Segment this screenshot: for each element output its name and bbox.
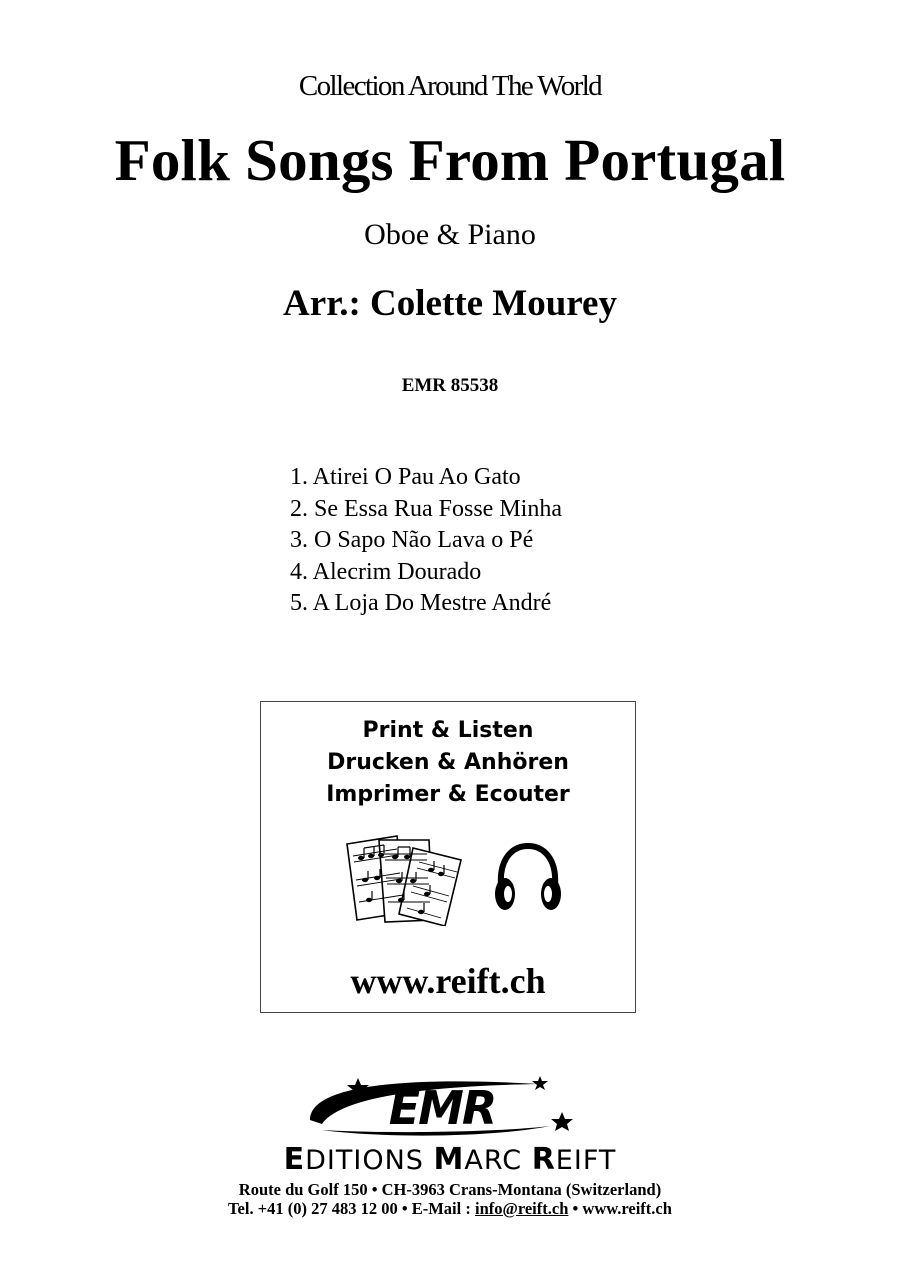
page-title: Folk Songs From Portugal [114, 127, 786, 193]
list-item: 1. Atirei O Pau Ao Gato [290, 464, 521, 490]
publisher-initial: R [531, 1142, 556, 1177]
catalog-number: EMR 85538 [401, 375, 499, 396]
print-listen-box [260, 701, 636, 1013]
publisher-word: ARC [464, 1145, 532, 1176]
publisher-word: DITIONS [305, 1145, 434, 1176]
list-item: 3. O Sapo Não Lava o Pé [290, 527, 534, 553]
promo-website: www.reift.ch [350, 961, 546, 1001]
sheet-music-icon [341, 834, 469, 926]
email-link[interactable]: info@reift.ch [474, 1199, 569, 1218]
headphones-icon [493, 842, 563, 914]
publisher-contact [0, 1199, 900, 1219]
publisher-address: Route du Golf 150 • CH-3963 Crans-Montana (Switzerland) [238, 1180, 662, 1199]
publisher-initial: E [283, 1142, 306, 1177]
promo-line-de: Drucken & Anhören [327, 750, 569, 775]
arranger: Arr.: Colette Mourey [283, 283, 617, 324]
publisher-name [0, 1142, 900, 1177]
publisher-initial: M [433, 1142, 465, 1177]
website-text: • www.reift.ch [568, 1199, 672, 1218]
instrumentation: Oboe & Piano [364, 218, 536, 251]
list-item: 5. A Loja Do Mestre André [290, 590, 552, 616]
promo-line-fr: Imprimer & Ecouter [326, 782, 570, 807]
track-list [290, 462, 562, 620]
list-item: 4. Alecrim Dourado [290, 558, 482, 585]
svg-text:EMR: EMR [388, 1081, 496, 1135]
publisher-word: EIFT [555, 1145, 617, 1176]
telephone: Tel. +41 (0) 27 483 12 00 • E-Mail : [228, 1199, 475, 1218]
promo-line-en: Print & Listen [362, 718, 534, 743]
series-title: Collection Around The World [298, 70, 602, 102]
list-item: 2. Se Essa Rua Fosse Minha [290, 495, 562, 522]
emr-logo [300, 1072, 600, 1142]
